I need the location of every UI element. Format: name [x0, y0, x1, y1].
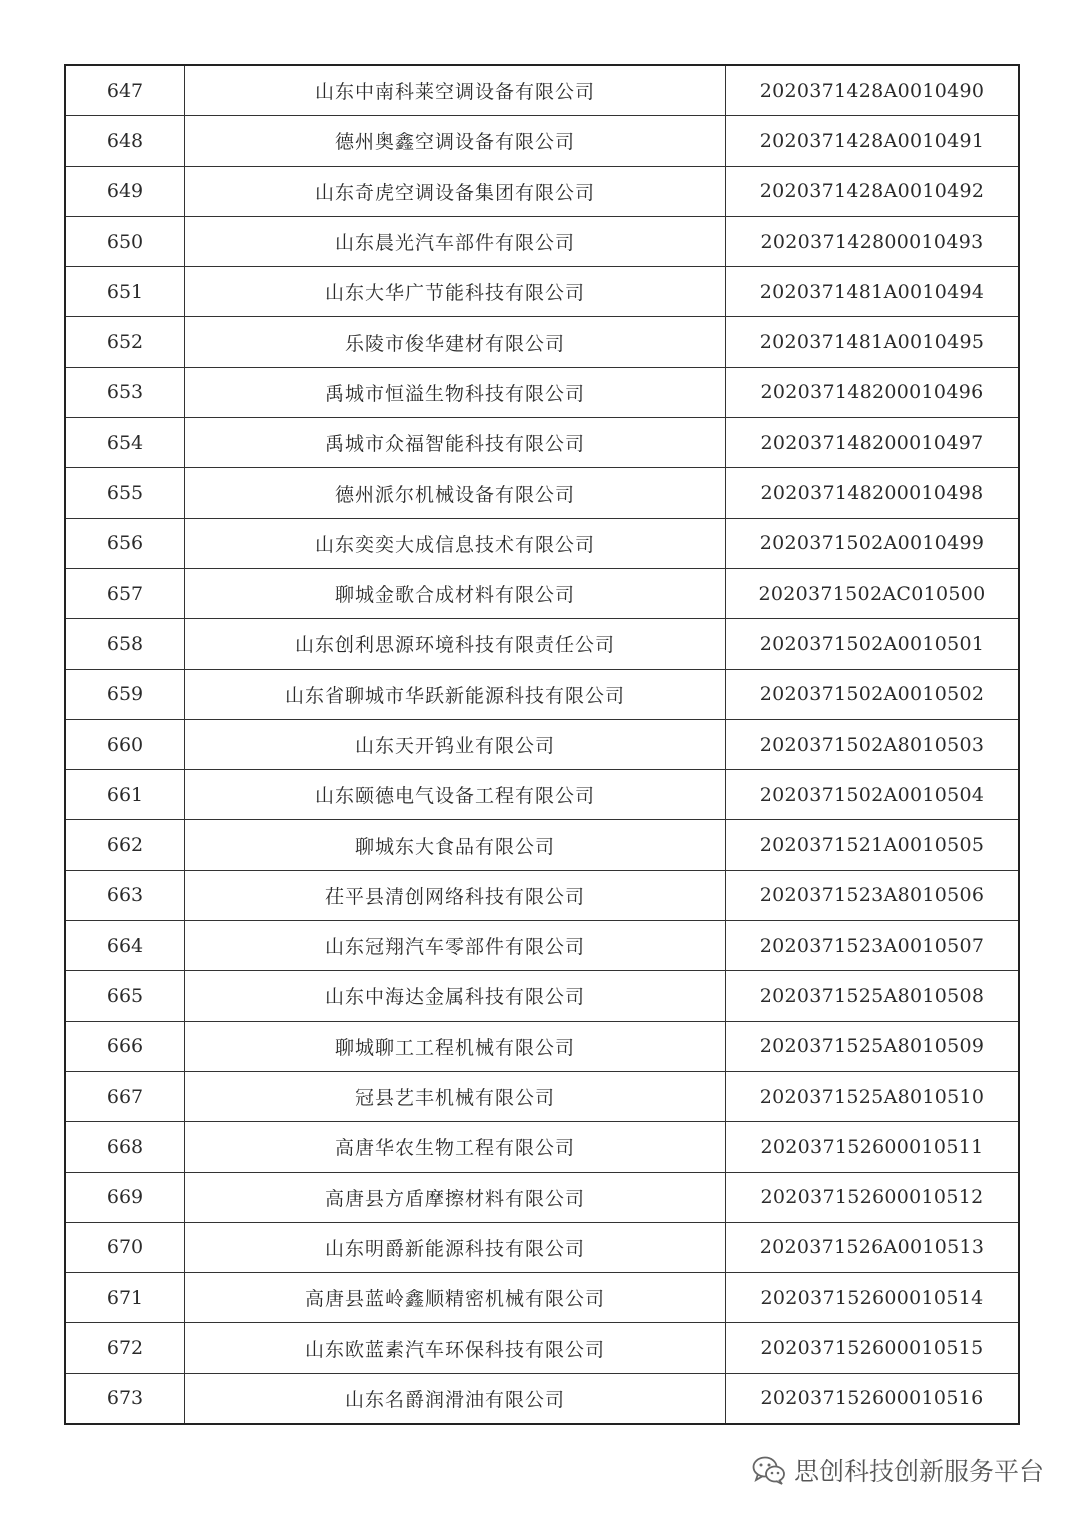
registration-code-cell: 2020371502A0010504	[726, 770, 1020, 820]
company-name-cell: 聊城聊工工程机械有限公司	[185, 1021, 726, 1071]
row-number-cell: 654	[65, 418, 185, 468]
row-number-cell: 651	[65, 267, 185, 317]
company-name-cell: 德州派尔机械设备有限公司	[185, 468, 726, 518]
table-row	[65, 1021, 1019, 1071]
registration-code-cell: 2020371428A0010492	[726, 166, 1020, 216]
company-name-cell: 山东天开钨业有限公司	[185, 719, 726, 769]
registration-code-cell: 202037148200010496	[726, 367, 1020, 417]
company-name-cell: 山东欧蓝素汽车环保科技有限公司	[185, 1323, 726, 1373]
table-row	[65, 1071, 1019, 1121]
registration-code-cell: 2020371502A0010499	[726, 518, 1020, 568]
row-number-cell: 653	[65, 367, 185, 417]
table-row	[65, 669, 1019, 719]
row-number-cell: 663	[65, 870, 185, 920]
registration-code-cell: 2020371502A8010503	[726, 719, 1020, 769]
row-number-cell: 669	[65, 1172, 185, 1222]
table-row	[65, 418, 1019, 468]
table-row	[65, 568, 1019, 618]
watermark-text: 思创科技创新服务平台	[793, 1457, 1044, 1486]
row-number-cell: 670	[65, 1222, 185, 1272]
table-row	[65, 1373, 1019, 1424]
company-name-cell: 高唐县方盾摩擦材料有限公司	[185, 1172, 726, 1222]
company-name-cell: 山东大华广节能科技有限公司	[185, 267, 726, 317]
registration-code-cell: 202037152600010511	[726, 1122, 1020, 1172]
row-number-cell: 671	[65, 1273, 185, 1323]
row-number-cell: 649	[65, 166, 185, 216]
company-name-cell: 山东冠翔汽车零部件有限公司	[185, 921, 726, 971]
table-row	[65, 971, 1019, 1021]
company-name-cell: 聊城金歌合成材料有限公司	[185, 568, 726, 618]
table-row	[65, 921, 1019, 971]
row-number-cell: 650	[65, 216, 185, 266]
wechat-icon	[752, 1455, 786, 1485]
registration-code-cell: 202037152600010512	[726, 1172, 1020, 1222]
row-number-cell: 660	[65, 719, 185, 769]
registration-code-cell: 2020371521A0010505	[726, 820, 1020, 870]
table-row	[65, 468, 1019, 518]
registration-code-cell: 2020371523A0010507	[726, 921, 1020, 971]
company-name-cell: 乐陵市俊华建材有限公司	[185, 317, 726, 367]
company-name-cell: 禹城市恒溢生物科技有限公司	[185, 367, 726, 417]
row-number-cell: 657	[65, 568, 185, 618]
row-number-cell: 647	[65, 65, 185, 116]
registration-code-cell: 2020371502AC010500	[726, 568, 1020, 618]
registration-code-cell: 202037152600010515	[726, 1323, 1020, 1373]
company-name-cell: 聊城东大食品有限公司	[185, 820, 726, 870]
row-number-cell: 667	[65, 1071, 185, 1121]
table-row	[65, 1222, 1019, 1272]
registration-code-cell: 2020371523A8010506	[726, 870, 1020, 920]
registration-code-cell: 2020371525A8010510	[726, 1071, 1020, 1121]
table-row	[65, 619, 1019, 669]
row-number-cell: 655	[65, 468, 185, 518]
registry-table	[64, 64, 1020, 1425]
registration-code-cell: 2020371481A0010495	[726, 317, 1020, 367]
company-name-cell: 冠县艺丰机械有限公司	[185, 1071, 726, 1121]
table-row	[65, 317, 1019, 367]
row-number-cell: 668	[65, 1122, 185, 1172]
table-row	[65, 770, 1019, 820]
company-name-cell: 山东创利思源环境科技有限责任公司	[185, 619, 726, 669]
table-row	[65, 518, 1019, 568]
table-row	[65, 116, 1019, 166]
table-row	[65, 1122, 1019, 1172]
company-name-cell: 山东晨光汽车部件有限公司	[185, 216, 726, 266]
row-number-cell: 656	[65, 518, 185, 568]
company-name-cell: 高唐县蓝岭鑫顺精密机械有限公司	[185, 1273, 726, 1323]
table-row	[65, 216, 1019, 266]
table-row	[65, 1273, 1019, 1323]
row-number-cell: 665	[65, 971, 185, 1021]
registration-code-cell: 2020371481A0010494	[726, 267, 1020, 317]
registration-code-cell: 2020371525A8010508	[726, 971, 1020, 1021]
table-row	[65, 1172, 1019, 1222]
row-number-cell: 666	[65, 1021, 185, 1071]
company-name-cell: 山东颐德电气设备工程有限公司	[185, 770, 726, 820]
registration-code-cell: 202037142800010493	[726, 216, 1020, 266]
registration-code-cell: 2020371502A0010502	[726, 669, 1020, 719]
row-number-cell: 652	[65, 317, 185, 367]
company-name-cell: 山东中南科莱空调设备有限公司	[185, 65, 726, 116]
company-name-cell: 山东奕奕大成信息技术有限公司	[185, 518, 726, 568]
row-number-cell: 661	[65, 770, 185, 820]
company-name-cell: 茌平县清创网络科技有限公司	[185, 870, 726, 920]
registration-code-cell: 2020371428A0010491	[726, 116, 1020, 166]
company-name-cell: 山东明爵新能源科技有限公司	[185, 1222, 726, 1272]
row-number-cell: 648	[65, 116, 185, 166]
company-name-cell: 德州奥鑫空调设备有限公司	[185, 116, 726, 166]
table-row	[65, 1323, 1019, 1373]
table-row	[65, 719, 1019, 769]
table-row	[65, 367, 1019, 417]
table-row	[65, 267, 1019, 317]
table-row	[65, 65, 1019, 116]
registration-code-cell: 2020371428A0010490	[726, 65, 1020, 116]
company-name-cell: 山东中海达金属科技有限公司	[185, 971, 726, 1021]
row-number-cell: 672	[65, 1323, 185, 1373]
row-number-cell: 664	[65, 921, 185, 971]
registration-code-cell: 202037148200010497	[726, 418, 1020, 468]
row-number-cell: 659	[65, 669, 185, 719]
watermark	[752, 1452, 1044, 1488]
company-name-cell: 山东名爵润滑油有限公司	[185, 1373, 726, 1424]
table-row	[65, 166, 1019, 216]
company-name-cell: 高唐华农生物工程有限公司	[185, 1122, 726, 1172]
table-body	[65, 65, 1019, 1424]
registration-code-cell: 202037148200010498	[726, 468, 1020, 518]
company-name-cell: 山东省聊城市华跃新能源科技有限公司	[185, 669, 726, 719]
row-number-cell: 662	[65, 820, 185, 870]
table-row	[65, 820, 1019, 870]
registration-code-cell: 2020371502A0010501	[726, 619, 1020, 669]
registration-code-cell: 2020371526A0010513	[726, 1222, 1020, 1272]
table-row	[65, 870, 1019, 920]
registration-code-cell: 202037152600010516	[726, 1373, 1020, 1424]
row-number-cell: 673	[65, 1373, 185, 1424]
company-name-cell: 山东奇虎空调设备集团有限公司	[185, 166, 726, 216]
registration-code-cell: 202037152600010514	[726, 1273, 1020, 1323]
company-name-cell: 禹城市众福智能科技有限公司	[185, 418, 726, 468]
row-number-cell: 658	[65, 619, 185, 669]
registration-code-cell: 2020371525A8010509	[726, 1021, 1020, 1071]
